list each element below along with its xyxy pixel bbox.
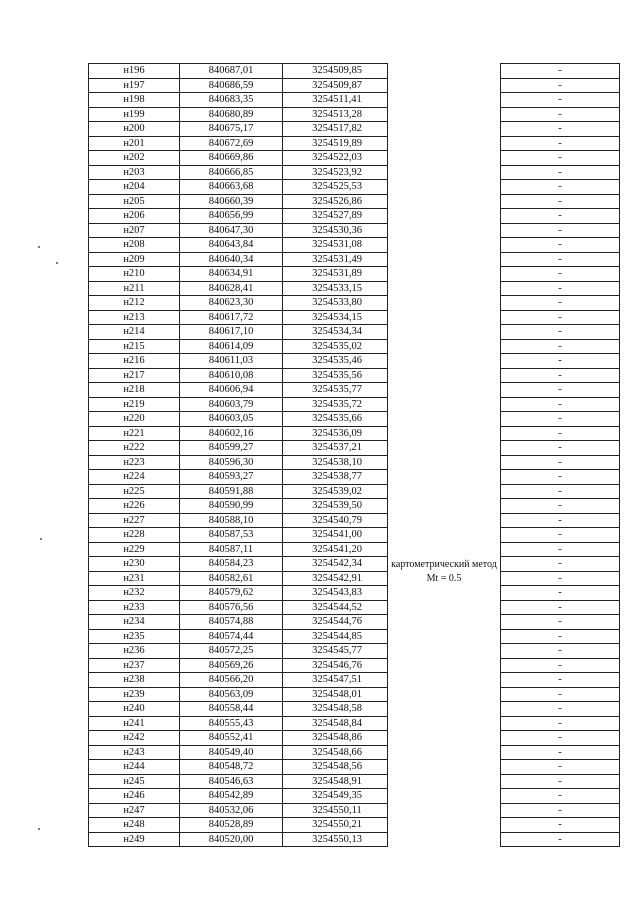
point-id-cell: н246 bbox=[89, 789, 180, 804]
table-row bbox=[89, 513, 620, 528]
x-coordinate-cell: 840606,94 bbox=[180, 383, 283, 398]
value-cell: - bbox=[501, 499, 620, 514]
x-coordinate-cell: 840611,03 bbox=[180, 354, 283, 369]
method-cell bbox=[388, 64, 501, 847]
table-row bbox=[89, 629, 620, 644]
x-coordinate-cell: 840614,09 bbox=[180, 339, 283, 354]
value-cell: - bbox=[501, 586, 620, 601]
point-id-cell: н241 bbox=[89, 716, 180, 731]
point-id-cell: н204 bbox=[89, 180, 180, 195]
x-coordinate-cell: 840566,20 bbox=[180, 673, 283, 688]
value-cell: - bbox=[501, 528, 620, 543]
x-coordinate-cell: 840643,84 bbox=[180, 238, 283, 253]
y-coordinate-cell: 3254544,52 bbox=[283, 600, 388, 615]
table-row bbox=[89, 760, 620, 775]
y-coordinate-cell: 3254542,91 bbox=[283, 571, 388, 586]
x-coordinate-cell: 840546,63 bbox=[180, 774, 283, 789]
x-coordinate-cell: 840574,88 bbox=[180, 615, 283, 630]
x-coordinate-cell: 840675,17 bbox=[180, 122, 283, 137]
y-coordinate-cell: 3254523,92 bbox=[283, 165, 388, 180]
value-cell: - bbox=[501, 107, 620, 122]
point-id-cell: н202 bbox=[89, 151, 180, 166]
table-row bbox=[89, 281, 620, 296]
x-coordinate-cell: 840549,40 bbox=[180, 745, 283, 760]
value-cell: - bbox=[501, 165, 620, 180]
x-coordinate-cell: 840617,72 bbox=[180, 310, 283, 325]
value-cell: - bbox=[501, 716, 620, 731]
x-coordinate-cell: 840587,11 bbox=[180, 542, 283, 557]
table-row bbox=[89, 107, 620, 122]
point-id-cell: н210 bbox=[89, 267, 180, 282]
table-row bbox=[89, 499, 620, 514]
value-cell: - bbox=[501, 310, 620, 325]
table-row bbox=[89, 412, 620, 427]
point-id-cell: н220 bbox=[89, 412, 180, 427]
y-coordinate-cell: 3254534,34 bbox=[283, 325, 388, 340]
y-coordinate-cell: 3254547,51 bbox=[283, 673, 388, 688]
table-row bbox=[89, 267, 620, 282]
y-coordinate-cell: 3254531,49 bbox=[283, 252, 388, 267]
point-id-cell: н222 bbox=[89, 441, 180, 456]
point-id-cell: н233 bbox=[89, 600, 180, 615]
point-id-cell: н216 bbox=[89, 354, 180, 369]
table-row bbox=[89, 470, 620, 485]
value-cell: - bbox=[501, 441, 620, 456]
value-cell: - bbox=[501, 383, 620, 398]
table-row bbox=[89, 136, 620, 151]
table-row bbox=[89, 165, 620, 180]
scan-speck bbox=[38, 828, 40, 830]
table-row bbox=[89, 658, 620, 673]
table-row bbox=[89, 818, 620, 833]
coordinates-table-body bbox=[89, 64, 620, 847]
x-coordinate-cell: 840647,30 bbox=[180, 223, 283, 238]
point-id-cell: н218 bbox=[89, 383, 180, 398]
point-id-cell: н239 bbox=[89, 687, 180, 702]
x-coordinate-cell: 840582,61 bbox=[180, 571, 283, 586]
method-label: картометрический метод Mt = 0.5 bbox=[391, 559, 497, 584]
point-id-cell: н243 bbox=[89, 745, 180, 760]
table-row bbox=[89, 180, 620, 195]
value-cell: - bbox=[501, 151, 620, 166]
table-row bbox=[89, 397, 620, 412]
y-coordinate-cell: 3254545,77 bbox=[283, 644, 388, 659]
point-id-cell: н209 bbox=[89, 252, 180, 267]
y-coordinate-cell: 3254546,76 bbox=[283, 658, 388, 673]
table-row bbox=[89, 455, 620, 470]
x-coordinate-cell: 840587,53 bbox=[180, 528, 283, 543]
point-id-cell: н219 bbox=[89, 397, 180, 412]
point-id-cell: н236 bbox=[89, 644, 180, 659]
point-id-cell: н237 bbox=[89, 658, 180, 673]
scan-speck bbox=[38, 246, 40, 248]
y-coordinate-cell: 3254535,02 bbox=[283, 339, 388, 354]
value-cell: - bbox=[501, 325, 620, 340]
value-cell: - bbox=[501, 426, 620, 441]
point-id-cell: н213 bbox=[89, 310, 180, 325]
value-cell: - bbox=[501, 223, 620, 238]
table-row bbox=[89, 194, 620, 209]
table-row bbox=[89, 484, 620, 499]
value-cell: - bbox=[501, 122, 620, 137]
point-id-cell: н212 bbox=[89, 296, 180, 311]
value-cell: - bbox=[501, 513, 620, 528]
y-coordinate-cell: 3254544,85 bbox=[283, 629, 388, 644]
point-id-cell: н238 bbox=[89, 673, 180, 688]
x-coordinate-cell: 840610,08 bbox=[180, 368, 283, 383]
y-coordinate-cell: 3254509,85 bbox=[283, 64, 388, 79]
table-row bbox=[89, 673, 620, 688]
value-cell: - bbox=[501, 818, 620, 833]
value-cell: - bbox=[501, 731, 620, 746]
x-coordinate-cell: 840579,62 bbox=[180, 586, 283, 601]
value-cell: - bbox=[501, 658, 620, 673]
value-cell: - bbox=[501, 687, 620, 702]
x-coordinate-cell: 840603,05 bbox=[180, 412, 283, 427]
y-coordinate-cell: 3254534,15 bbox=[283, 310, 388, 325]
point-id-cell: н208 bbox=[89, 238, 180, 253]
x-coordinate-cell: 840552,41 bbox=[180, 731, 283, 746]
value-cell: - bbox=[501, 136, 620, 151]
y-coordinate-cell: 3254541,20 bbox=[283, 542, 388, 557]
y-coordinate-cell: 3254536,09 bbox=[283, 426, 388, 441]
x-coordinate-cell: 840666,85 bbox=[180, 165, 283, 180]
x-coordinate-cell: 840687,01 bbox=[180, 64, 283, 79]
x-coordinate-cell: 840528,89 bbox=[180, 818, 283, 833]
point-id-cell: н206 bbox=[89, 209, 180, 224]
y-coordinate-cell: 3254548,01 bbox=[283, 687, 388, 702]
value-cell: - bbox=[501, 354, 620, 369]
x-coordinate-cell: 840623,30 bbox=[180, 296, 283, 311]
value-cell: - bbox=[501, 78, 620, 93]
value-cell: - bbox=[501, 339, 620, 354]
table-row bbox=[89, 238, 620, 253]
x-coordinate-cell: 840590,99 bbox=[180, 499, 283, 514]
point-id-cell: н223 bbox=[89, 455, 180, 470]
table-row bbox=[89, 339, 620, 354]
table-row bbox=[89, 644, 620, 659]
table-row bbox=[89, 209, 620, 224]
y-coordinate-cell: 3254549,35 bbox=[283, 789, 388, 804]
value-cell: - bbox=[501, 455, 620, 470]
value-cell: - bbox=[501, 238, 620, 253]
x-coordinate-cell: 840569,26 bbox=[180, 658, 283, 673]
table-row bbox=[89, 122, 620, 137]
point-id-cell: н203 bbox=[89, 165, 180, 180]
value-cell: - bbox=[501, 571, 620, 586]
y-coordinate-cell: 3254519,89 bbox=[283, 136, 388, 151]
x-coordinate-cell: 840596,30 bbox=[180, 455, 283, 470]
table-row bbox=[89, 615, 620, 630]
table-row bbox=[89, 426, 620, 441]
y-coordinate-cell: 3254539,50 bbox=[283, 499, 388, 514]
value-cell: - bbox=[501, 774, 620, 789]
x-coordinate-cell: 840593,27 bbox=[180, 470, 283, 485]
x-coordinate-cell: 840683,35 bbox=[180, 93, 283, 108]
point-id-cell: н228 bbox=[89, 528, 180, 543]
value-cell: - bbox=[501, 93, 620, 108]
table-row bbox=[89, 687, 620, 702]
y-coordinate-cell: 3254537,21 bbox=[283, 441, 388, 456]
value-cell: - bbox=[501, 368, 620, 383]
value-cell: - bbox=[501, 64, 620, 79]
value-cell: - bbox=[501, 615, 620, 630]
y-coordinate-cell: 3254550,11 bbox=[283, 803, 388, 818]
table-row bbox=[89, 441, 620, 456]
value-cell: - bbox=[501, 629, 620, 644]
x-coordinate-cell: 840669,86 bbox=[180, 151, 283, 166]
y-coordinate-cell: 3254533,80 bbox=[283, 296, 388, 311]
x-coordinate-cell: 840660,39 bbox=[180, 194, 283, 209]
y-coordinate-cell: 3254513,28 bbox=[283, 107, 388, 122]
table-row bbox=[89, 542, 620, 557]
value-cell: - bbox=[501, 412, 620, 427]
value-cell: - bbox=[501, 745, 620, 760]
point-id-cell: н197 bbox=[89, 78, 180, 93]
y-coordinate-cell: 3254548,66 bbox=[283, 745, 388, 760]
y-coordinate-cell: 3254548,56 bbox=[283, 760, 388, 775]
y-coordinate-cell: 3254517,82 bbox=[283, 122, 388, 137]
y-coordinate-cell: 3254535,72 bbox=[283, 397, 388, 412]
x-coordinate-cell: 840680,89 bbox=[180, 107, 283, 122]
point-id-cell: н214 bbox=[89, 325, 180, 340]
y-coordinate-cell: 3254548,91 bbox=[283, 774, 388, 789]
scan-speck bbox=[56, 262, 58, 264]
value-cell: - bbox=[501, 803, 620, 818]
point-id-cell: н205 bbox=[89, 194, 180, 209]
y-coordinate-cell: 3254538,77 bbox=[283, 470, 388, 485]
value-cell: - bbox=[501, 296, 620, 311]
y-coordinate-cell: 3254538,10 bbox=[283, 455, 388, 470]
point-id-cell: н217 bbox=[89, 368, 180, 383]
table-row bbox=[89, 325, 620, 340]
y-coordinate-cell: 3254550,13 bbox=[283, 832, 388, 847]
x-coordinate-cell: 840663,68 bbox=[180, 180, 283, 195]
y-coordinate-cell: 3254543,83 bbox=[283, 586, 388, 601]
value-cell: - bbox=[501, 832, 620, 847]
x-coordinate-cell: 840628,41 bbox=[180, 281, 283, 296]
x-coordinate-cell: 840574,44 bbox=[180, 629, 283, 644]
point-id-cell: н221 bbox=[89, 426, 180, 441]
point-id-cell: н231 bbox=[89, 571, 180, 586]
y-coordinate-cell: 3254511,41 bbox=[283, 93, 388, 108]
point-id-cell: н229 bbox=[89, 542, 180, 557]
value-cell: - bbox=[501, 470, 620, 485]
x-coordinate-cell: 840634,91 bbox=[180, 267, 283, 282]
point-id-cell: н227 bbox=[89, 513, 180, 528]
value-cell: - bbox=[501, 644, 620, 659]
scan-speck bbox=[40, 538, 42, 540]
point-id-cell: н245 bbox=[89, 774, 180, 789]
table-row bbox=[89, 368, 620, 383]
point-id-cell: н198 bbox=[89, 93, 180, 108]
y-coordinate-cell: 3254526,86 bbox=[283, 194, 388, 209]
y-coordinate-cell: 3254509,87 bbox=[283, 78, 388, 93]
y-coordinate-cell: 3254540,79 bbox=[283, 513, 388, 528]
value-cell: - bbox=[501, 789, 620, 804]
value-cell: - bbox=[501, 180, 620, 195]
point-id-cell: н235 bbox=[89, 629, 180, 644]
x-coordinate-cell: 840656,99 bbox=[180, 209, 283, 224]
table-row bbox=[89, 702, 620, 717]
y-coordinate-cell: 3254522,03 bbox=[283, 151, 388, 166]
y-coordinate-cell: 3254533,15 bbox=[283, 281, 388, 296]
y-coordinate-cell: 3254535,66 bbox=[283, 412, 388, 427]
value-cell: - bbox=[501, 209, 620, 224]
value-cell: - bbox=[501, 557, 620, 572]
y-coordinate-cell: 3254531,08 bbox=[283, 238, 388, 253]
x-coordinate-cell: 840599,27 bbox=[180, 441, 283, 456]
y-coordinate-cell: 3254530,36 bbox=[283, 223, 388, 238]
point-id-cell: н224 bbox=[89, 470, 180, 485]
point-id-cell: н226 bbox=[89, 499, 180, 514]
y-coordinate-cell: 3254544,76 bbox=[283, 615, 388, 630]
value-cell: - bbox=[501, 281, 620, 296]
value-cell: - bbox=[501, 600, 620, 615]
point-id-cell: н240 bbox=[89, 702, 180, 717]
point-id-cell: н200 bbox=[89, 122, 180, 137]
x-coordinate-cell: 840640,34 bbox=[180, 252, 283, 267]
table-row bbox=[89, 64, 620, 79]
point-id-cell: н232 bbox=[89, 586, 180, 601]
x-coordinate-cell: 840572,25 bbox=[180, 644, 283, 659]
table-row bbox=[89, 93, 620, 108]
table-row bbox=[89, 789, 620, 804]
table-row bbox=[89, 252, 620, 267]
table-row bbox=[89, 774, 620, 789]
point-id-cell: н196 bbox=[89, 64, 180, 79]
y-coordinate-cell: 3254525,53 bbox=[283, 180, 388, 195]
x-coordinate-cell: 840591,88 bbox=[180, 484, 283, 499]
y-coordinate-cell: 3254541,00 bbox=[283, 528, 388, 543]
value-cell: - bbox=[501, 267, 620, 282]
table-row bbox=[89, 528, 620, 543]
table-row bbox=[89, 223, 620, 238]
y-coordinate-cell: 3254531,89 bbox=[283, 267, 388, 282]
table-row bbox=[89, 600, 620, 615]
value-cell: - bbox=[501, 702, 620, 717]
table-row bbox=[89, 803, 620, 818]
x-coordinate-cell: 840602,16 bbox=[180, 426, 283, 441]
table-row bbox=[89, 731, 620, 746]
table-row bbox=[89, 310, 620, 325]
y-coordinate-cell: 3254542,34 bbox=[283, 557, 388, 572]
table-row bbox=[89, 151, 620, 166]
table-row bbox=[89, 78, 620, 93]
value-cell: - bbox=[501, 673, 620, 688]
y-coordinate-cell: 3254548,84 bbox=[283, 716, 388, 731]
table-row bbox=[89, 586, 620, 601]
y-coordinate-cell: 3254550,21 bbox=[283, 818, 388, 833]
table-row bbox=[89, 832, 620, 847]
point-id-cell: н207 bbox=[89, 223, 180, 238]
y-coordinate-cell: 3254535,56 bbox=[283, 368, 388, 383]
x-coordinate-cell: 840603,79 bbox=[180, 397, 283, 412]
y-coordinate-cell: 3254527,89 bbox=[283, 209, 388, 224]
value-cell: - bbox=[501, 194, 620, 209]
table-row bbox=[89, 745, 620, 760]
x-coordinate-cell: 840548,72 bbox=[180, 760, 283, 775]
y-coordinate-cell: 3254535,46 bbox=[283, 354, 388, 369]
x-coordinate-cell: 840686,59 bbox=[180, 78, 283, 93]
point-id-cell: н211 bbox=[89, 281, 180, 296]
point-id-cell: н199 bbox=[89, 107, 180, 122]
table-row bbox=[89, 354, 620, 369]
table-row bbox=[89, 296, 620, 311]
y-coordinate-cell: 3254535,77 bbox=[283, 383, 388, 398]
value-cell: - bbox=[501, 760, 620, 775]
table-row bbox=[89, 716, 620, 731]
point-id-cell: н247 bbox=[89, 803, 180, 818]
point-id-cell: н248 bbox=[89, 818, 180, 833]
x-coordinate-cell: 840520,00 bbox=[180, 832, 283, 847]
x-coordinate-cell: 840617,10 bbox=[180, 325, 283, 340]
scan-artifacts bbox=[370, 2, 630, 8]
point-id-cell: н215 bbox=[89, 339, 180, 354]
x-coordinate-cell: 840542,89 bbox=[180, 789, 283, 804]
point-id-cell: н225 bbox=[89, 484, 180, 499]
table-row bbox=[89, 571, 620, 586]
point-id-cell: н249 bbox=[89, 832, 180, 847]
point-id-cell: н242 bbox=[89, 731, 180, 746]
x-coordinate-cell: 840584,23 bbox=[180, 557, 283, 572]
table-row bbox=[89, 383, 620, 398]
y-coordinate-cell: 3254539,02 bbox=[283, 484, 388, 499]
x-coordinate-cell: 840563,09 bbox=[180, 687, 283, 702]
point-id-cell: н201 bbox=[89, 136, 180, 151]
x-coordinate-cell: 840576,56 bbox=[180, 600, 283, 615]
y-coordinate-cell: 3254548,58 bbox=[283, 702, 388, 717]
y-coordinate-cell: 3254548,86 bbox=[283, 731, 388, 746]
value-cell: - bbox=[501, 542, 620, 557]
point-id-cell: н234 bbox=[89, 615, 180, 630]
coordinates-table bbox=[88, 63, 620, 847]
point-id-cell: н230 bbox=[89, 557, 180, 572]
value-cell: - bbox=[501, 252, 620, 267]
value-cell: - bbox=[501, 397, 620, 412]
value-cell: - bbox=[501, 484, 620, 499]
x-coordinate-cell: 840672,69 bbox=[180, 136, 283, 151]
table-row bbox=[89, 557, 620, 572]
x-coordinate-cell: 840588,10 bbox=[180, 513, 283, 528]
x-coordinate-cell: 840555,43 bbox=[180, 716, 283, 731]
point-id-cell: н244 bbox=[89, 760, 180, 775]
x-coordinate-cell: 840532,06 bbox=[180, 803, 283, 818]
x-coordinate-cell: 840558,44 bbox=[180, 702, 283, 717]
